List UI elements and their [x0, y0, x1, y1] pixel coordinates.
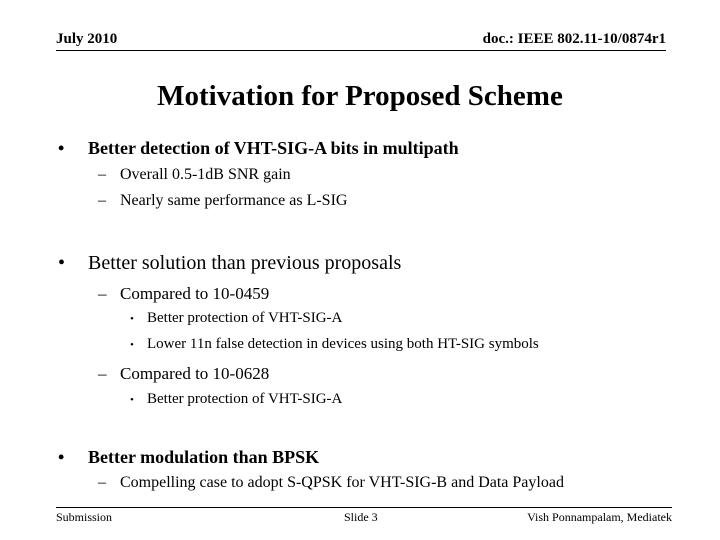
- footer-submission: Submission: [56, 510, 113, 524]
- header-doc-id: doc.: IEEE 802.11-10/0874r1: [482, 31, 666, 47]
- bullet-2-1-1-text: Better protection of VHT-SIG-A: [147, 310, 343, 326]
- bullet-2-symbol: •: [58, 252, 66, 274]
- footer-slide-number: Slide 3: [344, 510, 378, 524]
- bullet-2-1-text: Compared to 10-0459: [120, 284, 270, 303]
- bullet-2-1-2-symbol: •: [130, 339, 134, 351]
- bullet-1-2-text: Nearly same performance as L-SIG: [120, 192, 348, 209]
- bullet-3-text: Better modulation than BPSK: [88, 447, 320, 467]
- bullet-1-1-symbol: –: [98, 166, 106, 183]
- bullet-2-2-1-text: Better protection of VHT-SIG-A: [147, 391, 343, 407]
- bullet-3-1-symbol: –: [98, 474, 106, 491]
- bullet-2-1-1-symbol: •: [130, 313, 134, 325]
- bullet-1-2-symbol: –: [98, 192, 106, 209]
- header-date: July 2010: [56, 31, 118, 47]
- slide-title: Motivation for Proposed Scheme: [157, 80, 563, 112]
- bullet-2-2-text: Compared to 10-0628: [120, 364, 270, 383]
- footer-rule: [56, 507, 672, 508]
- bullet-2-1-symbol: –: [98, 284, 107, 303]
- bullet-2-2-1-symbol: •: [130, 394, 134, 406]
- bullet-1-text: Better detection of VHT-SIG-A bits in multipath: [88, 138, 459, 158]
- bullet-1-symbol: •: [58, 138, 65, 158]
- bullet-3-1-text: Compelling case to adopt S-QPSK for VHT-SIG-B and Data Payload: [120, 474, 564, 491]
- bullet-2-text: Better solution than previous proposals: [88, 252, 402, 274]
- bullet-2-2-symbol: –: [98, 364, 107, 383]
- bullet-3-symbol: •: [58, 447, 65, 467]
- header-rule: [56, 50, 666, 51]
- bullet-1-1-text: Overall 0.5-1dB SNR gain: [120, 166, 291, 183]
- bullet-2-1-2-text: Lower 11n false detection in devices using both HT-SIG symbols: [147, 336, 539, 352]
- footer-author: Vish Ponnampalam, Mediatek: [527, 510, 672, 524]
